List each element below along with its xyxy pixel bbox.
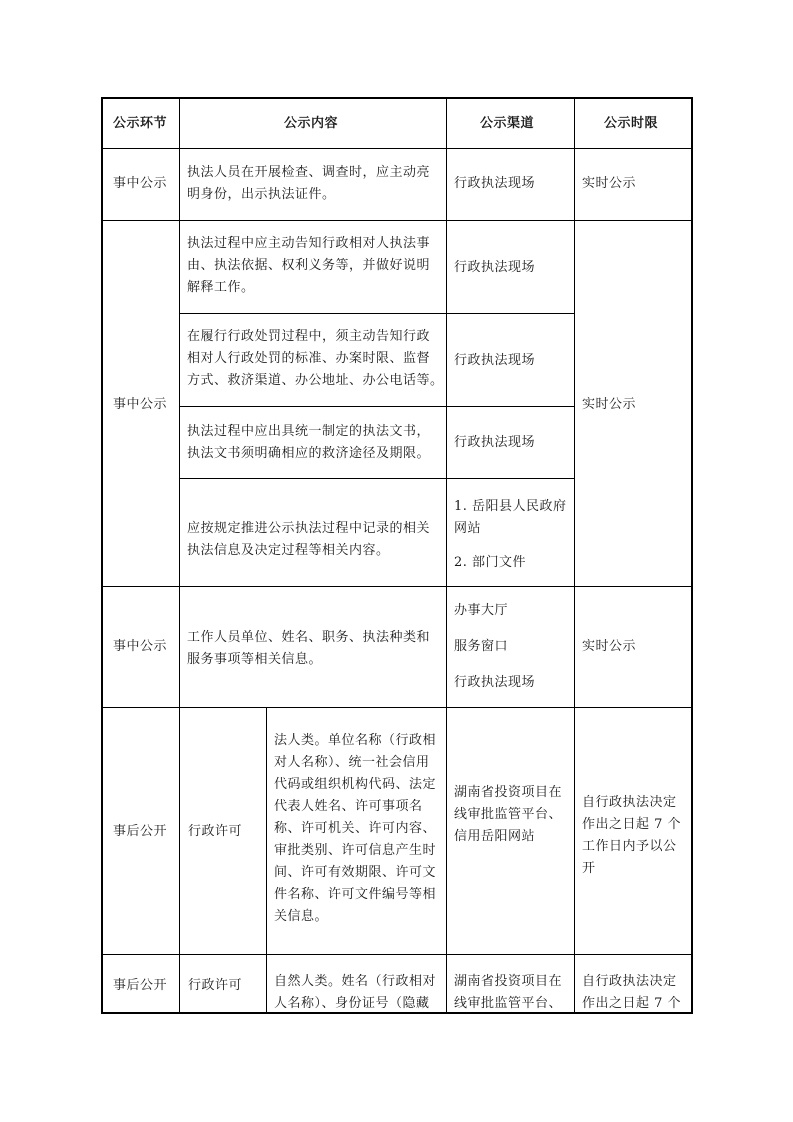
row-divider <box>103 148 693 149</box>
channel-line: 行政执法现场 <box>454 353 536 368</box>
channel-line: 行政执法现场 <box>454 260 536 275</box>
channel-line: 湖南省投资项目在 <box>454 974 563 989</box>
header-channel: 公示渠道 <box>480 116 535 131</box>
content-line: 代码或组织机构代码、法定 <box>274 777 437 792</box>
row-divider <box>446 313 574 314</box>
row-divider <box>103 220 693 221</box>
content-line: 相对人行政处罚的标准、办案时限、监督 <box>187 351 431 366</box>
content-line: 对人名称）、统一社会信用 <box>274 755 430 770</box>
row-stage: 事中公示 <box>113 397 168 412</box>
content-line: 明身份，出示执法证件。 <box>187 187 336 202</box>
header-content: 公示内容 <box>284 116 339 131</box>
content-line: 执法人员在开展检查、调查时，应主动亮 <box>187 165 431 180</box>
content-line: 在履行行政处罚过程中，须主动告知行政 <box>187 329 431 344</box>
time-line: 实时公示 <box>582 176 637 191</box>
row-type: 行政许可 <box>188 824 243 839</box>
content-line: 人名称）、身份证号（隐藏 <box>274 996 430 1011</box>
row-divider <box>446 406 574 407</box>
row-divider <box>103 707 693 708</box>
header-time: 公示时限 <box>604 116 659 131</box>
row-divider <box>179 313 446 314</box>
content-line: 审批类别、许可信息产生时 <box>274 843 437 858</box>
row-stage: 事后公开 <box>113 824 168 839</box>
content-line: 应按规定推进公示执法过程中记录的相关 <box>187 521 431 536</box>
row-divider <box>103 954 693 955</box>
time-line: 实时公示 <box>582 397 637 412</box>
content-line: 方式、救济渠道、办公地址、办公电话等。 <box>187 373 444 388</box>
header-stage: 公示环节 <box>113 116 168 131</box>
content-line: 由、执法依据、权利义务等，并做好说明 <box>187 258 431 273</box>
channel-line: 线审批监管平台、 <box>454 807 563 822</box>
channel-line: 信用岳阳网站 <box>454 829 536 844</box>
channel-line: 服务窗口 <box>454 639 509 654</box>
time-line: 作出之日起 7 个 <box>582 817 682 832</box>
content-line: 执法文书须明确相应的救济途径及期限。 <box>187 446 431 461</box>
column-divider <box>179 99 180 1014</box>
content-line: 代表人姓名、许可事项名 <box>274 799 423 814</box>
content-line: 服务事项等相关信息。 <box>187 652 323 667</box>
row-divider <box>446 478 574 479</box>
channel-line: 2. 部门文件 <box>454 555 527 570</box>
time-line: 作出之日起 7 个 <box>582 996 682 1011</box>
content-line: 称、许可机关、许可内容、 <box>274 821 437 836</box>
row-divider <box>179 478 446 479</box>
row-stage: 事中公示 <box>113 176 168 191</box>
channel-line: 网站 <box>454 521 482 536</box>
content-line: 执法信息及决定过程等相关内容。 <box>187 543 390 558</box>
column-divider <box>446 99 447 1014</box>
content-line: 法人类。单位名称（行政相 <box>274 733 437 748</box>
column-divider <box>266 707 267 1014</box>
time-line: 实时公示 <box>582 639 637 654</box>
content-line: 件名称、许可文件编号等相 <box>274 887 437 902</box>
channel-line: 1. 岳阳县人民政府 <box>454 499 567 514</box>
row-type: 行政许可 <box>188 978 243 993</box>
time-line: 自行政执法决定 <box>582 974 677 989</box>
channel-line: 办事大厅 <box>454 603 509 618</box>
channel-line: 行政执法现场 <box>454 176 536 191</box>
channel-line: 线审批监管平台、 <box>454 996 563 1011</box>
content-line: 解释工作。 <box>187 280 255 295</box>
row-stage: 事后公开 <box>113 978 168 993</box>
content-line: 自然人类。姓名（行政相对 <box>274 974 437 989</box>
content-line: 关信息。 <box>274 909 329 924</box>
row-divider <box>103 586 693 587</box>
content-line: 执法过程中应出具统一制定的执法文书， <box>187 424 431 439</box>
content-line: 间、许可有效期限、许可文 <box>274 865 437 880</box>
content-line: 工作人员单位、姓名、职务、执法种类和 <box>187 630 431 645</box>
content-line: 执法过程中应主动告知行政相对人执法事 <box>187 236 431 251</box>
row-divider <box>179 406 446 407</box>
time-line: 开 <box>582 861 596 876</box>
column-divider <box>574 99 575 1014</box>
channel-line: 湖南省投资项目在 <box>454 785 563 800</box>
time-line: 自行政执法决定 <box>582 795 677 810</box>
channel-line: 行政执法现场 <box>454 675 536 690</box>
time-line: 工作日内予以公 <box>582 839 677 854</box>
row-stage: 事中公示 <box>113 639 168 654</box>
disclosure-table <box>101 97 693 1014</box>
channel-line: 行政执法现场 <box>454 435 536 450</box>
